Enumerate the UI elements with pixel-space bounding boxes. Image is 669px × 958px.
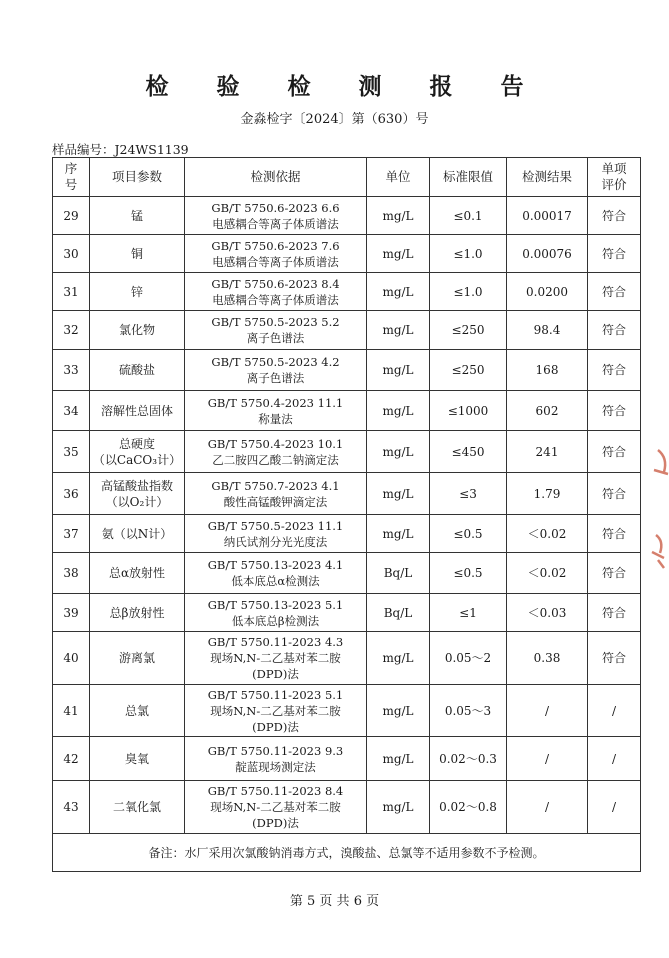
cell-eval (588, 632, 641, 685)
cell-method-line: 现场N,N-二乙基对苯二胺 (210, 651, 341, 665)
cell-limit-line: ≤3 (459, 486, 477, 501)
header-result: 检测结果 (507, 158, 588, 197)
cell-param-line: 锌 (130, 284, 143, 299)
cell-no (53, 235, 90, 273)
cell-method (185, 391, 367, 431)
cell-unit-line: mg/L (382, 651, 414, 665)
cell-method-line: 离子色谱法 (246, 371, 305, 385)
table-row (53, 781, 641, 834)
cell-no-line: 29 (63, 208, 79, 223)
cell-result-line: ＜0.02 (527, 526, 567, 541)
cell-no (53, 273, 90, 311)
table-row (53, 273, 641, 311)
cell-result-line: 602 (535, 403, 559, 418)
cell-param (90, 632, 185, 685)
cell-no-line: 36 (63, 486, 79, 501)
document-number: 金淼检字〔2024〕第（630）号 (240, 112, 429, 127)
results-table (52, 157, 641, 872)
cell-limit (430, 350, 507, 391)
cell-unit (367, 350, 430, 391)
cell-method-line: 低本底总β检测法 (231, 613, 320, 628)
cell-param-line: 游离氯 (118, 651, 155, 665)
table-row (53, 350, 641, 391)
cell-eval (588, 391, 641, 431)
cell-method-line: 现场N,N-二乙基对苯二胺 (210, 703, 341, 718)
note-text: 备注：水厂采用次氯酸钠消毒方式，溴酸盐、总氯等不适用参数不予检测。 (53, 834, 641, 872)
cell-limit-line: ≤0.5 (453, 566, 483, 580)
cell-eval-line: 符合 (601, 403, 626, 418)
cell-no-line: 30 (63, 246, 79, 261)
cell-limit-line: ≤0.1 (453, 208, 483, 223)
cell-eval-line: 符合 (601, 284, 626, 299)
cell-method-line: 现场N,N-二乙基对苯二胺 (210, 800, 341, 814)
cell-unit-line: mg/L (382, 323, 414, 337)
cell-result (507, 197, 588, 235)
cell-method (185, 197, 367, 235)
table-row (53, 685, 641, 737)
cell-method (185, 632, 367, 685)
cell-method-line: GB/T 5750.6-2023 6.6 (211, 200, 340, 215)
cell-no-line: 39 (63, 605, 79, 620)
cell-method-line: GB/T 5750.11-2023 8.4 (207, 784, 344, 798)
cell-unit-line: mg/L (382, 363, 414, 377)
cell-method-line: 靛蓝现场测定法 (235, 759, 316, 774)
cell-no-line: 38 (63, 566, 79, 580)
cell-method-line: GB/T 5750.11-2023 5.1 (207, 687, 344, 702)
cell-limit-line: ≤250 (451, 363, 485, 377)
cell-limit (430, 473, 507, 515)
cell-no (53, 781, 90, 834)
cell-method (185, 235, 367, 273)
cell-method (185, 431, 367, 473)
cell-eval (588, 685, 641, 737)
cell-param-line: 总氯 (124, 703, 149, 718)
cell-result-line: / (544, 703, 550, 718)
cell-unit (367, 431, 430, 473)
cell-limit-line: ≤450 (451, 444, 485, 459)
header-eval: 单项评价 (588, 158, 641, 197)
cell-result (507, 391, 588, 431)
table-body (53, 197, 641, 834)
cell-unit-line: Bq/L (383, 566, 413, 580)
cell-no (53, 473, 90, 515)
cell-unit (367, 685, 430, 737)
cell-method-line: GB/T 5750.11-2023 4.3 (207, 635, 344, 649)
cell-param (90, 685, 185, 737)
cell-eval (588, 350, 641, 391)
cell-param (90, 235, 185, 273)
cell-method-line: GB/T 5750.5-2023 5.2 (211, 315, 340, 329)
cell-method-line: GB/T 5750.11-2023 9.3 (207, 743, 344, 758)
cell-limit (430, 553, 507, 594)
cell-param (90, 431, 185, 473)
cell-method (185, 350, 367, 391)
cell-result (507, 737, 588, 781)
cell-method-line: 酸性高锰酸钾滴定法 (223, 494, 328, 509)
cell-param-line: 硫酸盐 (118, 363, 155, 377)
cell-method (185, 273, 367, 311)
cell-result (507, 632, 588, 685)
cell-eval (588, 431, 641, 473)
cell-method (185, 781, 367, 834)
cell-no-line: 40 (63, 651, 79, 665)
cell-limit-line: 0.02～0.8 (439, 800, 497, 814)
cell-limit-line: ≤1.0 (453, 284, 483, 299)
cell-unit (367, 515, 430, 553)
cell-eval-line: / (611, 703, 617, 718)
cell-unit (367, 632, 430, 685)
cell-eval-line: 符合 (601, 208, 626, 223)
cell-limit (430, 685, 507, 737)
cell-limit-line: ≤1 (459, 605, 477, 620)
cell-method-line: GB/T 5750.13-2023 5.1 (207, 597, 344, 612)
cell-no (53, 391, 90, 431)
cell-no (53, 737, 90, 781)
table-row (53, 553, 641, 594)
cell-result-line: 168 (535, 363, 559, 377)
cell-eval (588, 594, 641, 632)
cell-unit-line: mg/L (382, 486, 414, 501)
cell-eval (588, 235, 641, 273)
cell-param-line: 总α放射性 (108, 566, 166, 580)
cell-eval-line: 符合 (601, 486, 626, 501)
cell-result-line: ＜0.03 (527, 605, 567, 620)
cell-result (507, 594, 588, 632)
cell-method (185, 737, 367, 781)
table-row (53, 737, 641, 781)
cell-eval (588, 737, 641, 781)
cell-no-line: 35 (63, 444, 79, 459)
cell-unit-line: mg/L (382, 208, 414, 223)
cell-eval (588, 553, 641, 594)
cell-param (90, 197, 185, 235)
header-limit: 标准限值 (430, 158, 507, 197)
cell-unit (367, 235, 430, 273)
cell-method-line: GB/T 5750.4-2023 10.1 (207, 436, 344, 451)
cell-unit (367, 391, 430, 431)
cell-no-line: 34 (63, 403, 79, 418)
cell-param-line: （以O₂计） (105, 494, 169, 509)
cell-result-line: 241 (535, 444, 559, 459)
cell-method (185, 473, 367, 515)
sample-number: 样品编号：J24WS1139 (52, 142, 189, 157)
cell-method-line: GB/T 5750.5-2023 11.1 (207, 518, 344, 533)
cell-unit-line: mg/L (382, 800, 414, 814)
cell-method-line: 乙二胺四乙酸二钠滴定法 (212, 452, 339, 467)
cell-method-line: GB/T 5750.5-2023 4.2 (211, 355, 340, 369)
cell-result-line: ＜0.02 (527, 566, 567, 580)
cell-result-line: 0.38 (533, 651, 561, 665)
cell-result (507, 311, 588, 350)
cell-result-line: 0.00017 (522, 208, 572, 223)
table-row (53, 632, 641, 685)
cell-no (53, 515, 90, 553)
cell-eval (588, 197, 641, 235)
cell-param (90, 311, 185, 350)
cell-method-line: GB/T 5750.6-2023 8.4 (211, 276, 340, 291)
cell-param-line: 铜 (130, 246, 143, 261)
cell-param-line: 总硬度 (118, 436, 155, 451)
cell-result-line: 98.4 (533, 323, 561, 337)
table-row (53, 473, 641, 515)
cell-no (53, 685, 90, 737)
cell-eval (588, 515, 641, 553)
cell-param-line: 溶解性总固体 (100, 403, 173, 418)
cell-eval-line: 符合 (601, 566, 626, 580)
cell-method-line: 低本底总α检测法 (231, 574, 320, 588)
table-header-row (53, 158, 641, 197)
cell-no (53, 632, 90, 685)
cell-method-line: GB/T 5750.7-2023 4.1 (211, 478, 340, 493)
cell-method-line: (DPD)法 (252, 816, 299, 830)
report-title: 检 验 检 测 报 告 (145, 74, 544, 100)
cell-no-line: 37 (63, 526, 79, 541)
cell-method-line: 电感耦合等离子体质谱法 (212, 216, 339, 231)
cell-result-line: 0.0200 (526, 284, 568, 299)
cell-result (507, 235, 588, 273)
cell-limit (430, 391, 507, 431)
cell-unit (367, 594, 430, 632)
cell-eval (588, 473, 641, 515)
cell-result (507, 685, 588, 737)
table-row (53, 235, 641, 273)
cell-limit-line: 0.02～0.3 (439, 751, 497, 766)
cell-param (90, 273, 185, 311)
cell-limit (430, 235, 507, 273)
cell-eval-line: 符合 (601, 363, 626, 377)
cell-limit (430, 594, 507, 632)
cell-unit-line: mg/L (382, 444, 414, 459)
cell-limit (430, 197, 507, 235)
table-row (53, 515, 641, 553)
cell-unit-line: mg/L (382, 703, 414, 718)
cell-method-line: (DPD)法 (252, 667, 299, 681)
cell-param (90, 391, 185, 431)
cell-limit-line: ≤1.0 (453, 246, 483, 261)
cell-no-line: 32 (63, 323, 79, 337)
cell-method-line: 离子色谱法 (246, 331, 305, 345)
cell-unit-line: mg/L (382, 284, 414, 299)
cell-result (507, 553, 588, 594)
cell-method (185, 553, 367, 594)
cell-param (90, 553, 185, 594)
cell-eval (588, 311, 641, 350)
cell-method-line: 纳氏试剂分光光度法 (223, 534, 328, 549)
cell-no (53, 197, 90, 235)
cell-limit (430, 781, 507, 834)
cell-limit (430, 632, 507, 685)
cell-no (53, 350, 90, 391)
page-footer: 第 5 页 共 6 页 (289, 894, 380, 909)
cell-param (90, 473, 185, 515)
cell-method (185, 685, 367, 737)
cell-param (90, 515, 185, 553)
cell-param-line: 总β放射性 (109, 605, 165, 620)
cell-no-line: 43 (63, 800, 79, 814)
cell-unit-line: mg/L (382, 751, 414, 766)
cell-method-line: GB/T 5750.13-2023 4.1 (207, 558, 344, 572)
cell-method (185, 311, 367, 350)
cell-param-line: 氯化物 (118, 323, 155, 337)
cell-unit-line: mg/L (382, 526, 414, 541)
cell-eval (588, 273, 641, 311)
cell-unit (367, 197, 430, 235)
cell-result (507, 273, 588, 311)
cell-eval-line: 符合 (601, 605, 626, 620)
note-row (53, 834, 641, 872)
cell-result-line: 1.79 (533, 486, 561, 501)
header-no: 序号 (53, 158, 90, 197)
cell-no (53, 553, 90, 594)
cell-method (185, 594, 367, 632)
cell-unit (367, 781, 430, 834)
cell-no-line: 42 (63, 751, 79, 766)
cell-no (53, 311, 90, 350)
cell-unit (367, 311, 430, 350)
cell-eval-line: 符合 (601, 444, 626, 459)
cell-param-line: 二氧化氯 (112, 800, 161, 814)
cell-method-line: 称量法 (258, 411, 293, 426)
cell-method-line: 电感耦合等离子体质谱法 (212, 292, 339, 307)
cell-result (507, 350, 588, 391)
cell-param-line: 臭氧 (124, 751, 149, 766)
cell-param-line: （以CaCO₃计） (92, 452, 182, 467)
cell-param-line: 锰 (130, 208, 143, 223)
cell-no (53, 431, 90, 473)
cell-unit-line: mg/L (382, 246, 414, 261)
cell-eval-line: 符合 (601, 246, 626, 261)
cell-eval-line: / (611, 800, 617, 814)
cell-no-line: 41 (63, 703, 79, 718)
cell-method-line: GB/T 5750.6-2023 7.6 (211, 238, 340, 253)
cell-param (90, 737, 185, 781)
cell-result (507, 781, 588, 834)
cell-result-line: 0.00076 (522, 246, 572, 261)
cell-eval-line: 符合 (601, 526, 626, 541)
header-method: 检测依据 (185, 158, 367, 197)
cell-unit (367, 553, 430, 594)
table-row (53, 391, 641, 431)
cell-limit-line: 0.05～3 (444, 703, 492, 718)
cell-no-line: 31 (63, 284, 79, 299)
cell-no-line: 33 (63, 363, 79, 377)
table-row (53, 311, 641, 350)
cell-eval-line: 符合 (601, 651, 626, 665)
cell-param (90, 594, 185, 632)
cell-limit (430, 737, 507, 781)
header-unit: 单位 (367, 158, 430, 197)
cell-limit-line: ≤1000 (447, 403, 489, 418)
cell-result (507, 515, 588, 553)
cell-param (90, 781, 185, 834)
cell-unit (367, 273, 430, 311)
table-row (53, 594, 641, 632)
cell-method-line: 电感耦合等离子体质谱法 (212, 254, 339, 269)
cell-limit-line: ≤250 (451, 323, 485, 337)
cell-limit (430, 311, 507, 350)
header-param: 项目参数 (90, 158, 185, 197)
cell-limit-line: ≤0.5 (453, 526, 483, 541)
cell-limit-line: 0.05～2 (444, 651, 492, 665)
cell-unit-line: Bq/L (383, 605, 413, 620)
cell-limit (430, 431, 507, 473)
cell-result-line: / (544, 751, 550, 766)
cell-limit (430, 515, 507, 553)
cell-result-line: / (544, 800, 550, 814)
cell-param-line: 氨（以N计） (101, 526, 173, 541)
stamp-fragment (650, 440, 669, 600)
table-row (53, 431, 641, 473)
cell-no (53, 594, 90, 632)
cell-limit (430, 273, 507, 311)
cell-result (507, 473, 588, 515)
cell-eval-line: 符合 (601, 323, 626, 337)
cell-param (90, 350, 185, 391)
cell-result (507, 431, 588, 473)
cell-method-line: (DPD)法 (252, 719, 299, 734)
cell-method (185, 515, 367, 553)
cell-param-line: 高锰酸盐指数 (100, 478, 173, 493)
cell-method-line: GB/T 5750.4-2023 11.1 (207, 395, 344, 410)
cell-unit (367, 737, 430, 781)
cell-unit (367, 473, 430, 515)
table-row (53, 197, 641, 235)
cell-eval-line: / (611, 751, 617, 766)
cell-eval (588, 781, 641, 834)
cell-unit-line: mg/L (382, 403, 414, 418)
